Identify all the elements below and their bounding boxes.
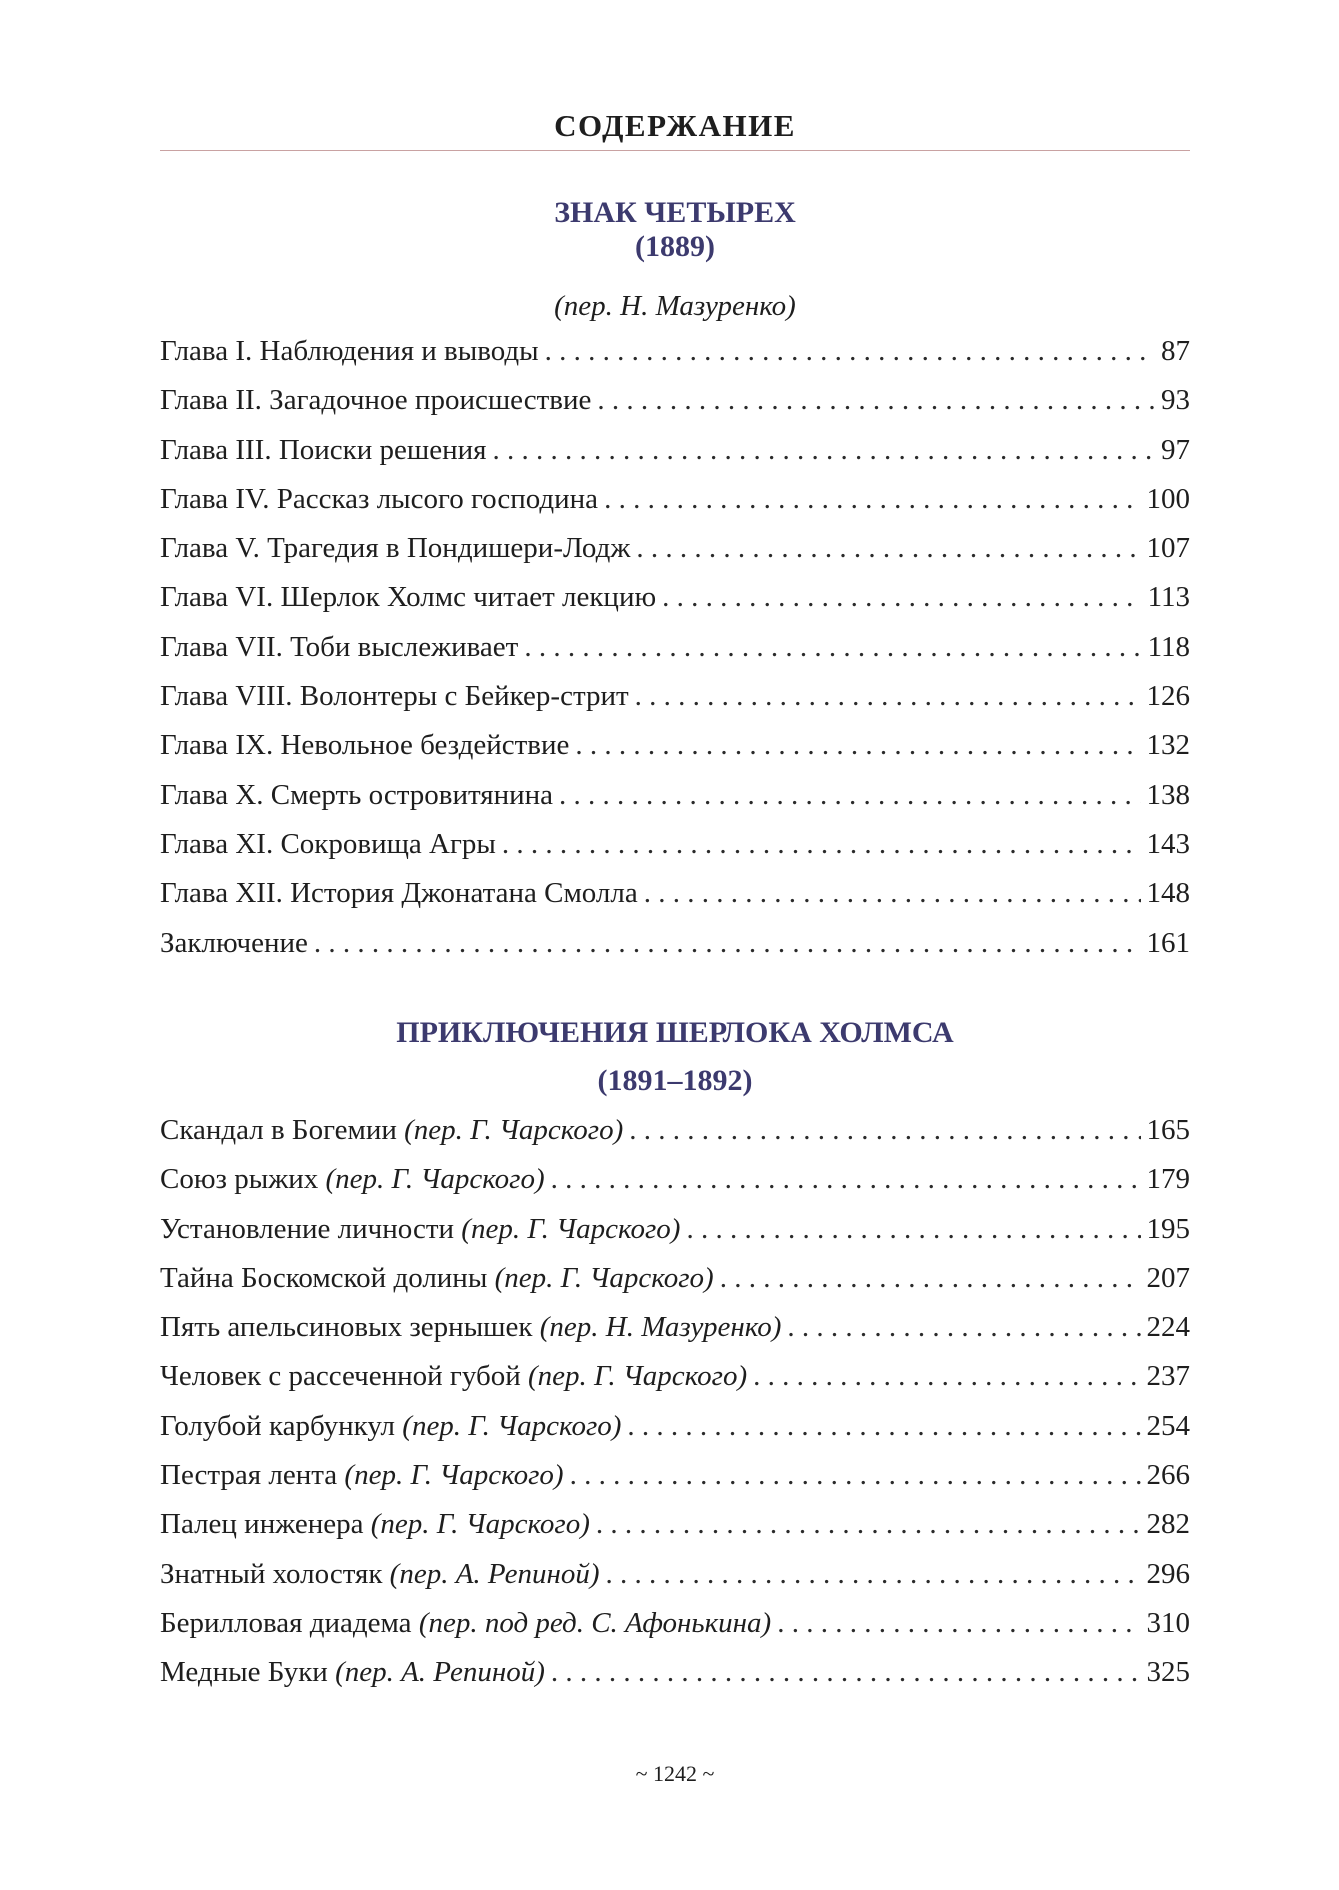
toc-entry-name: Глава X. Смерть островитянина [160, 778, 554, 811]
toc-entry-translator: (пер. Г. Чарского) [402, 1409, 622, 1442]
toc-entry-page: 107 [1146, 532, 1190, 565]
toc-entry-page: 296 [1146, 1557, 1190, 1590]
toc-entry-title [160, 919, 308, 968]
toc-entry-name: Заключение [160, 926, 308, 959]
toc-entry[interactable] [160, 1303, 1190, 1352]
dot-leader [492, 426, 1154, 475]
toc-entry-name: Глава IV. Рассказ лысого господина [160, 482, 599, 515]
toc-entry-name: Установление личности [160, 1212, 455, 1245]
toc-entry-name: Палец инженера [160, 1508, 364, 1541]
toc-entry-page: 97 [1161, 433, 1190, 466]
toc-entry-name: Глава IX. Невольное бездействие [160, 729, 570, 762]
toc-entry-name: Пестрая лента [160, 1459, 338, 1492]
toc-entry-name: Глава VIII. Волонтеры с Бейкер-стрит [160, 680, 629, 713]
toc-entry[interactable] [160, 919, 1190, 968]
toc-entry[interactable] [160, 376, 1190, 425]
section-sign-of-four [160, 196, 1190, 968]
section-title: ЗНАК ЧЕТЫРЕХ [554, 196, 796, 229]
toc-entry-page: 100 [1146, 482, 1190, 515]
toc-entry-title [160, 672, 629, 721]
toc-entry[interactable] [160, 1155, 1190, 1204]
toc-entry-page: 143 [1146, 827, 1190, 860]
dot-leader [545, 327, 1154, 376]
toc-entry-translator: (пер. Г. Чарского) [344, 1459, 564, 1492]
dot-leader [777, 1599, 1140, 1648]
toc-entry-name: Глава XI. Сокровища Агры [160, 827, 496, 860]
toc-entry-name: Глава V. Трагедия в Пондишери-Лодж [160, 532, 631, 565]
toc-entry[interactable] [160, 1500, 1190, 1549]
dot-leader [662, 573, 1141, 622]
toc-entry-translator: (пер. Н. Мазуренко) [539, 1311, 782, 1344]
toc-entry-page: 266 [1146, 1459, 1190, 1492]
toc-entry-page: 237 [1146, 1360, 1190, 1393]
toc-list [160, 327, 1190, 968]
toc-entry[interactable] [160, 1205, 1190, 1254]
toc-entry-name: Глава II. Загадочное происшествие [160, 384, 592, 417]
toc-entry-name: Глава XII. История Джонатана Смолла [160, 877, 638, 910]
toc-entry[interactable] [160, 1648, 1190, 1697]
toc-entry-title [160, 869, 638, 918]
toc-entry[interactable] [160, 327, 1190, 376]
section-years: (1891–1892) [597, 1064, 753, 1097]
toc-entry-page: 132 [1146, 729, 1190, 762]
toc-entry-page: 118 [1147, 630, 1190, 663]
toc-entry[interactable] [160, 1352, 1190, 1401]
dot-leader [635, 672, 1141, 721]
toc-entry-page: 126 [1146, 680, 1190, 713]
dot-leader [753, 1352, 1140, 1401]
dot-leader [606, 1550, 1141, 1599]
dot-leader [686, 1205, 1140, 1254]
dot-leader [627, 1402, 1140, 1451]
toc-entry-page: 310 [1146, 1606, 1190, 1639]
toc-entry-title [160, 820, 496, 869]
toc-entry[interactable] [160, 1550, 1190, 1599]
dot-leader [551, 1648, 1141, 1697]
toc-entry-page: 165 [1146, 1114, 1190, 1146]
toc-entry-title [160, 1155, 545, 1204]
toc-entry-page: 195 [1146, 1212, 1190, 1245]
dot-leader [314, 919, 1141, 968]
toc-entry[interactable] [160, 721, 1190, 770]
toc-entry[interactable] [160, 573, 1190, 622]
toc-entry-name: Голубой карбункул [160, 1409, 396, 1442]
toc-entry[interactable] [160, 771, 1190, 820]
toc-entry-name: Союз рыжих [160, 1163, 319, 1196]
toc-entry-name: Глава VII. Тоби выслеживает [160, 630, 519, 663]
toc-entry[interactable] [160, 1254, 1190, 1303]
toc-entry-title [160, 524, 630, 573]
toc-entry-title [160, 1550, 600, 1599]
toc-entry-title [160, 426, 486, 475]
toc-entry-name: Скандал в Богемии [160, 1114, 397, 1146]
toc-entry-translator: (пер. Г. Чарского) [461, 1212, 681, 1245]
toc-entry-title [160, 573, 656, 622]
toc-entry-title [160, 1648, 545, 1697]
section-years: (1889) [635, 230, 715, 263]
dot-leader [787, 1303, 1140, 1352]
toc-entry-translator: (пер. Г. Чарского) [527, 1360, 748, 1393]
dot-leader [636, 524, 1140, 573]
toc-entry-page: 148 [1146, 877, 1190, 910]
toc-entry[interactable] [160, 475, 1190, 524]
dot-leader [596, 1500, 1141, 1549]
toc-entry-page: 161 [1146, 926, 1190, 959]
toc-entry[interactable] [160, 1451, 1190, 1500]
toc-entry-title [160, 1451, 564, 1500]
toc-entry-title [160, 376, 591, 425]
toc-entry-page: 179 [1146, 1163, 1190, 1196]
toc-entry-title [160, 1303, 781, 1352]
toc-entry-page: 87 [1161, 335, 1190, 367]
toc-entry[interactable] [160, 1402, 1190, 1451]
dot-leader [570, 1451, 1141, 1500]
toc-entry-title [160, 771, 553, 820]
page-header [160, 108, 1190, 144]
dot-leader [629, 1106, 1140, 1155]
toc-entry-title [160, 623, 518, 672]
section-adventures [160, 1016, 1190, 1698]
toc-entry-translator: (пер. А. Репиной) [335, 1656, 545, 1689]
toc-entry-page: 207 [1146, 1261, 1190, 1294]
dot-leader [524, 623, 1141, 672]
toc-entry-page: 224 [1146, 1311, 1190, 1344]
toc-entry-page: 93 [1161, 384, 1190, 417]
toc-entry[interactable] [160, 524, 1190, 573]
dot-leader [720, 1254, 1141, 1303]
toc-entry-title [160, 475, 598, 524]
toc-entry-name: Пять апельсиновых зернышек [160, 1311, 533, 1344]
toc-entry-name: Человек с рассеченной губой [160, 1360, 521, 1393]
section-translator: (пер. Н. Мазуренко) [554, 290, 796, 322]
toc-entry-translator: (пер. Г. Чарского) [370, 1508, 590, 1541]
toc-entry[interactable] [160, 426, 1190, 475]
section-title: ПРИКЛЮЧЕНИЯ ШЕРЛОКА ХОЛМСА [396, 1016, 954, 1049]
toc-entry-name: Медные Буки [160, 1656, 328, 1689]
toc-entry-page: 138 [1146, 778, 1190, 811]
toc-entry[interactable] [160, 1106, 1190, 1155]
dot-leader [597, 376, 1154, 425]
toc-entry-translator: (пер. А. Репиной) [389, 1557, 600, 1590]
toc-entry[interactable] [160, 869, 1190, 918]
dot-leader [502, 820, 1141, 869]
toc-entry-name: Глава III. Поиски решения [160, 433, 487, 466]
toc-entry-name: Глава I. Наблюдения и выводы [160, 335, 539, 367]
dot-leader [575, 721, 1140, 770]
toc-entry-translator: (пер. Г. Чарского) [325, 1163, 545, 1196]
toc-entry-name: Тайна Боскомской долины [160, 1261, 488, 1294]
dot-leader [604, 475, 1140, 524]
toc-entry-page: 282 [1146, 1508, 1190, 1541]
toc-entry-title [160, 1402, 621, 1451]
page-number: ~ 1242 ~ [635, 1761, 715, 1786]
dot-leader [559, 771, 1140, 820]
toc-entry-title [160, 1254, 714, 1303]
toc-entry-title [160, 1599, 771, 1648]
toc-entry-title [160, 721, 569, 770]
toc-entry-translator: (пер. под ред. С. Афонькина) [418, 1606, 772, 1639]
toc-entry-name: Знатный холостяк [160, 1557, 383, 1590]
toc-entry-title [160, 327, 539, 376]
toc-list [160, 1106, 1190, 1698]
toc-entry-translator: (пер. Г. Чарского) [494, 1261, 714, 1294]
toc-entry[interactable] [160, 623, 1190, 672]
dot-leader [551, 1155, 1141, 1204]
toc-entry-title [160, 1352, 747, 1401]
toc-entry-translator: (пер. Г. Чарского) [404, 1114, 624, 1146]
toc-entry-page: 113 [1147, 581, 1190, 614]
toc-entry-name: Глава VI. Шерлок Холмс читает лекцию [160, 581, 657, 614]
dot-leader [644, 869, 1141, 918]
toc-entry-title [160, 1500, 590, 1549]
toc-entry[interactable] [160, 820, 1190, 869]
header-divider [160, 150, 1190, 151]
toc-entry-page: 325 [1146, 1656, 1190, 1689]
page-title: СОДЕРЖАНИЕ [554, 108, 796, 143]
toc-entry[interactable] [160, 1599, 1190, 1648]
toc-entry[interactable] [160, 672, 1190, 721]
toc-entry-page: 254 [1146, 1409, 1190, 1442]
toc-entry-title [160, 1106, 623, 1155]
toc-entry-name: Берилловая диадема [160, 1606, 412, 1639]
toc-entry-title [160, 1205, 680, 1254]
